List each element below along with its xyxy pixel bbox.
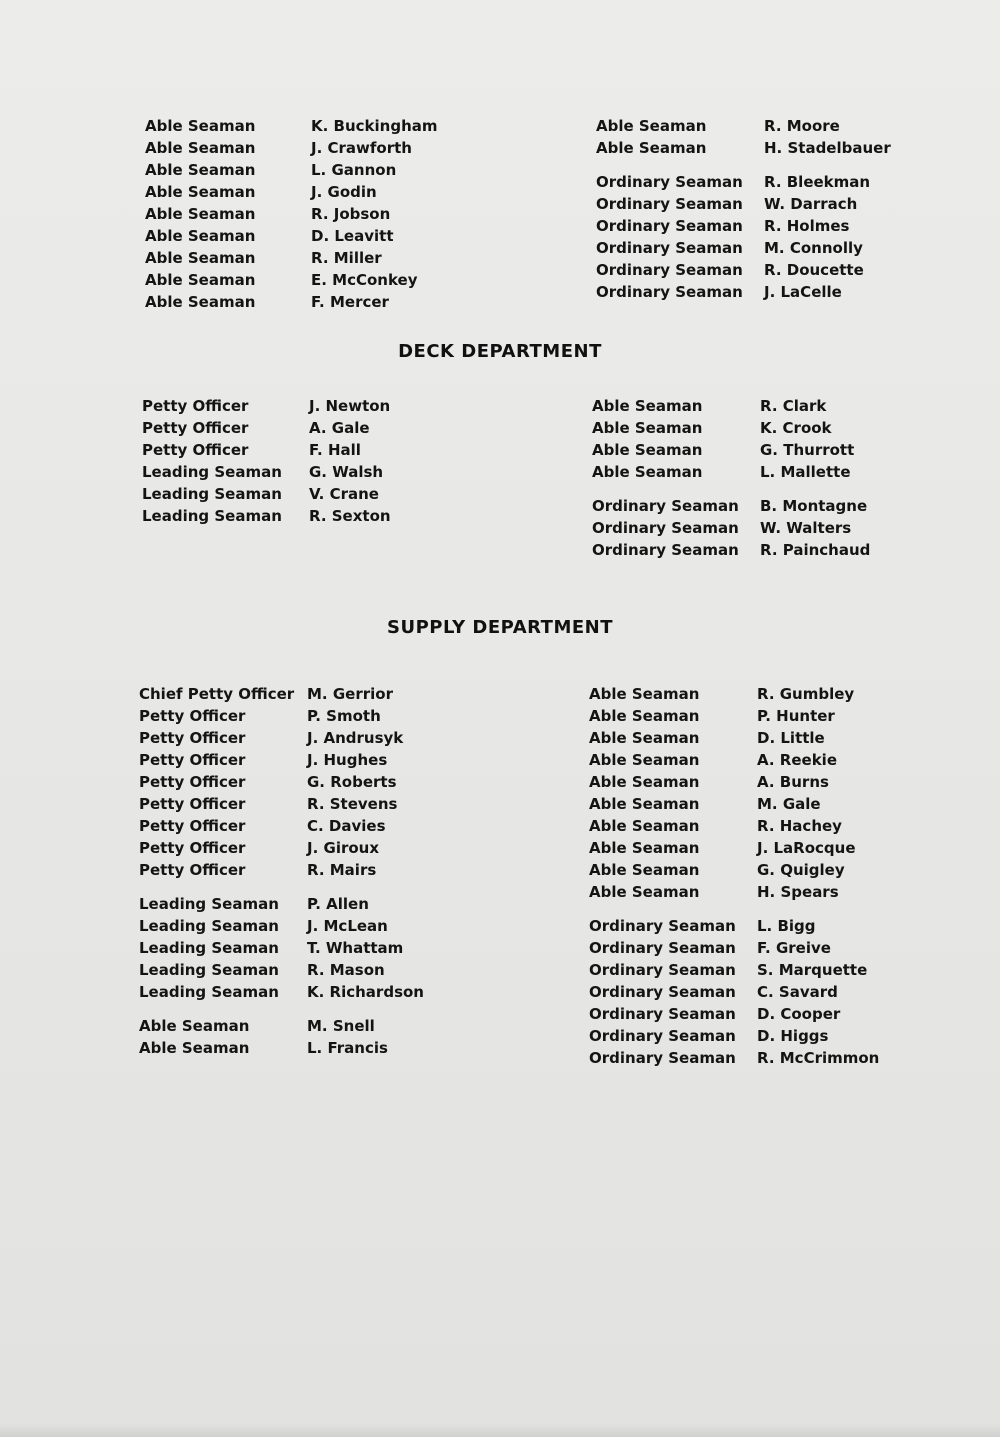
roster-row (139, 937, 424, 959)
rank-label: Able Seaman (589, 751, 700, 769)
rank-label: Ordinary Seaman (592, 519, 739, 537)
roster-row (145, 225, 438, 247)
roster-row (145, 159, 438, 181)
roster-row (589, 981, 879, 1003)
crew-name: L. Bigg (757, 917, 816, 935)
roster-row (139, 837, 424, 859)
crew-name: J. LaCelle (764, 283, 842, 301)
rank-label: Ordinary Seaman (596, 195, 743, 213)
crew-name: G. Thurrott (760, 441, 855, 459)
crew-name: J. LaRocque (757, 839, 856, 857)
rank-label: Able Seaman (589, 861, 700, 879)
rank-label: Ordinary Seaman (592, 497, 739, 515)
roster-row (592, 539, 870, 561)
crew-name: P. Smoth (307, 707, 381, 725)
top-roster-right-column (596, 115, 891, 303)
crew-name: E. McConkey (311, 271, 418, 289)
roster-row (589, 771, 879, 793)
rank-label: Ordinary Seaman (589, 1049, 736, 1067)
roster-group (589, 683, 879, 903)
crew-name: T. Whattam (307, 939, 404, 957)
rank-label: Able Seaman (145, 205, 256, 223)
roster-row (592, 517, 870, 539)
rank-label: Petty Officer (139, 817, 246, 835)
crew-name: P. Hunter (757, 707, 835, 725)
crew-name: M. Gale (757, 795, 821, 813)
rank-label: Ordinary Seaman (589, 983, 736, 1001)
deck-department-heading: DECK DEPARTMENT (398, 341, 602, 362)
rank-label: Petty Officer (139, 839, 246, 857)
rank-label: Petty Officer (139, 751, 246, 769)
rank-label: Chief Petty Officer (139, 685, 295, 703)
crew-name: G. Roberts (307, 773, 397, 791)
crew-name: V. Crane (309, 485, 379, 503)
crew-name: R. Stevens (307, 795, 398, 813)
roster-row (139, 793, 424, 815)
roster-group (589, 915, 879, 1069)
roster-row (592, 395, 870, 417)
roster-row (589, 749, 879, 771)
crew-name: J. Hughes (307, 751, 388, 769)
rank-label: Able Seaman (145, 227, 256, 245)
rank-label: Petty Officer (142, 419, 249, 437)
rank-label: Ordinary Seaman (596, 217, 743, 235)
crew-name: H. Spears (757, 883, 839, 901)
crew-name: R. Jobson (311, 205, 391, 223)
rank-label: Leading Seaman (139, 895, 279, 913)
rank-label: Ordinary Seaman (592, 541, 739, 559)
crew-name: J. McLean (307, 917, 388, 935)
crew-name: K. Buckingham (311, 117, 438, 135)
deck-department-left-column (142, 395, 391, 527)
roster-row (139, 683, 424, 705)
rank-label: Able Seaman (589, 707, 700, 725)
roster-row (596, 215, 891, 237)
rank-label: Ordinary Seaman (589, 1005, 736, 1023)
roster-row (596, 115, 891, 137)
rank-label: Able Seaman (589, 685, 700, 703)
roster-row (139, 1037, 424, 1059)
rank-label: Able Seaman (145, 293, 256, 311)
roster-row (142, 461, 391, 483)
crew-name: R. Bleekman (764, 173, 871, 191)
roster-row (592, 495, 870, 517)
rank-label: Leading Seaman (142, 485, 282, 503)
rank-label: Petty Officer (142, 397, 249, 415)
crew-name: A. Gale (309, 419, 370, 437)
roster-row (142, 483, 391, 505)
rank-label: Able Seaman (589, 795, 700, 813)
crew-name: D. Higgs (757, 1027, 829, 1045)
crew-name: R. Moore (764, 117, 840, 135)
roster-group (139, 683, 424, 881)
crew-name: R. Painchaud (760, 541, 871, 559)
crew-name: R. McCrimmon (757, 1049, 880, 1067)
roster-row (596, 259, 891, 281)
roster-row (589, 705, 879, 727)
roster-group (592, 495, 870, 561)
rank-label: Ordinary Seaman (596, 173, 743, 191)
roster-group (145, 115, 438, 313)
roster-row (592, 439, 870, 461)
crew-name: M. Gerrior (307, 685, 393, 703)
roster-row (139, 959, 424, 981)
crew-name: F. Mercer (311, 293, 389, 311)
rank-label: Able Seaman (592, 463, 703, 481)
rank-label: Ordinary Seaman (589, 1027, 736, 1045)
crew-name: J. Giroux (307, 839, 380, 857)
rank-label: Able Seaman (589, 817, 700, 835)
roster-row (139, 727, 424, 749)
rank-label: Ordinary Seaman (589, 961, 736, 979)
rank-label: Able Seaman (596, 139, 707, 157)
crew-name: K. Richardson (307, 983, 424, 1001)
crew-name: P. Allen (307, 895, 369, 913)
crew-name: R. Clark (760, 397, 827, 415)
roster-row (592, 417, 870, 439)
rank-label: Ordinary Seaman (596, 239, 743, 257)
supply-department-heading: SUPPLY DEPARTMENT (386, 617, 614, 638)
roster-row (589, 859, 879, 881)
rank-label: Able Seaman (145, 271, 256, 289)
roster-row (589, 881, 879, 903)
deck-department-right-column (592, 395, 870, 561)
roster-row (589, 683, 879, 705)
roster-row (589, 815, 879, 837)
crew-name: L. Mallette (760, 463, 851, 481)
crew-name: R. Doucette (764, 261, 864, 279)
crew-name: H. Stadelbauer (764, 139, 891, 157)
roster-row (589, 727, 879, 749)
rank-label: Able Seaman (589, 729, 700, 747)
roster-row (589, 959, 879, 981)
roster-row (589, 1047, 879, 1069)
supply-department-left-column (139, 683, 424, 1059)
roster-group (596, 115, 891, 159)
page-bottom-edge (0, 1423, 1000, 1437)
crew-name: A. Burns (757, 773, 829, 791)
roster-row (139, 915, 424, 937)
roster-row (596, 137, 891, 159)
supply-department-right-column (589, 683, 879, 1069)
roster-row (139, 1015, 424, 1037)
crew-name: F. Hall (309, 441, 361, 459)
crew-name: A. Reekie (757, 751, 837, 769)
roster-row (596, 171, 891, 193)
rank-label: Ordinary Seaman (596, 261, 743, 279)
rank-label: Leading Seaman (142, 507, 282, 525)
rank-label: Petty Officer (139, 861, 246, 879)
roster-row (139, 749, 424, 771)
crew-name: R. Hachey (757, 817, 842, 835)
rank-label: Able Seaman (139, 1017, 250, 1035)
crew-name: J. Crawforth (311, 139, 412, 157)
rank-label: Able Seaman (145, 139, 256, 157)
rank-label: Ordinary Seaman (589, 939, 736, 957)
roster-row (596, 281, 891, 303)
rank-label: Petty Officer (139, 729, 246, 747)
crew-name: G. Quigley (757, 861, 845, 879)
rank-label: Leading Seaman (142, 463, 282, 481)
crew-name: M. Snell (307, 1017, 375, 1035)
roster-row (139, 981, 424, 1003)
roster-row (142, 395, 391, 417)
roster-group (142, 395, 391, 527)
rank-label: Able Seaman (596, 117, 707, 135)
crew-name: B. Montagne (760, 497, 868, 515)
roster-row (139, 859, 424, 881)
roster-row (142, 439, 391, 461)
crew-name: L. Gannon (311, 161, 397, 179)
roster-row (145, 291, 438, 313)
crew-name: W. Darrach (764, 195, 858, 213)
roster-row (596, 237, 891, 259)
roster-row (596, 193, 891, 215)
rank-label: Leading Seaman (139, 983, 279, 1001)
crew-name: G. Walsh (309, 463, 384, 481)
roster-row (139, 893, 424, 915)
roster-row (145, 115, 438, 137)
crew-name: R. Holmes (764, 217, 850, 235)
rank-label: Petty Officer (139, 795, 246, 813)
rank-label: Able Seaman (139, 1039, 250, 1057)
crew-name: M. Connolly (764, 239, 863, 257)
roster-row (139, 815, 424, 837)
roster-row (589, 1025, 879, 1047)
roster-row (145, 269, 438, 291)
crew-name: J. Newton (309, 397, 391, 415)
roster-group (139, 1015, 424, 1059)
rank-label: Able Seaman (145, 117, 256, 135)
crew-name: R. Miller (311, 249, 382, 267)
crew-name: D. Little (757, 729, 825, 747)
rank-label: Able Seaman (592, 419, 703, 437)
rank-label: Leading Seaman (139, 917, 279, 935)
crew-name: D. Cooper (757, 1005, 841, 1023)
roster-row (145, 203, 438, 225)
crew-name: L. Francis (307, 1039, 388, 1057)
roster-row (589, 837, 879, 859)
roster-row (592, 461, 870, 483)
roster-row (145, 181, 438, 203)
roster-row (142, 417, 391, 439)
crew-name: W. Walters (760, 519, 852, 537)
rank-label: Able Seaman (592, 397, 703, 415)
rank-label: Able Seaman (145, 249, 256, 267)
crew-name: J. Andrusyk (307, 729, 404, 747)
roster-group (596, 171, 891, 303)
rank-label: Able Seaman (589, 839, 700, 857)
rank-label: Ordinary Seaman (596, 283, 743, 301)
rank-label: Able Seaman (592, 441, 703, 459)
rank-label: Petty Officer (139, 707, 246, 725)
roster-row (589, 915, 879, 937)
roster-row (145, 137, 438, 159)
rank-label: Able Seaman (589, 883, 700, 901)
rank-label: Able Seaman (589, 773, 700, 791)
crew-name: C. Davies (307, 817, 386, 835)
roster-row (589, 937, 879, 959)
crew-name: F. Greive (757, 939, 831, 957)
roster-row (139, 771, 424, 793)
rank-label: Ordinary Seaman (589, 917, 736, 935)
crew-name: R. Mason (307, 961, 385, 979)
roster-row (589, 1003, 879, 1025)
roster-row (589, 793, 879, 815)
crew-name: S. Marquette (757, 961, 868, 979)
rank-label: Petty Officer (142, 441, 249, 459)
roster-row (145, 247, 438, 269)
crew-name: K. Crook (760, 419, 832, 437)
rank-label: Petty Officer (139, 773, 246, 791)
crew-name: J. Godin (311, 183, 377, 201)
crew-name: C. Savard (757, 983, 838, 1001)
roster-group (592, 395, 870, 483)
crew-name: R. Gumbley (757, 685, 855, 703)
rank-label: Leading Seaman (139, 961, 279, 979)
rank-label: Leading Seaman (139, 939, 279, 957)
crew-name: R. Mairs (307, 861, 377, 879)
roster-group (139, 893, 424, 1003)
roster-row (142, 505, 391, 527)
rank-label: Able Seaman (145, 161, 256, 179)
crew-name: R. Sexton (309, 507, 391, 525)
roster-row (139, 705, 424, 727)
rank-label: Able Seaman (145, 183, 256, 201)
top-roster-left-column (145, 115, 438, 313)
crew-name: D. Leavitt (311, 227, 394, 245)
